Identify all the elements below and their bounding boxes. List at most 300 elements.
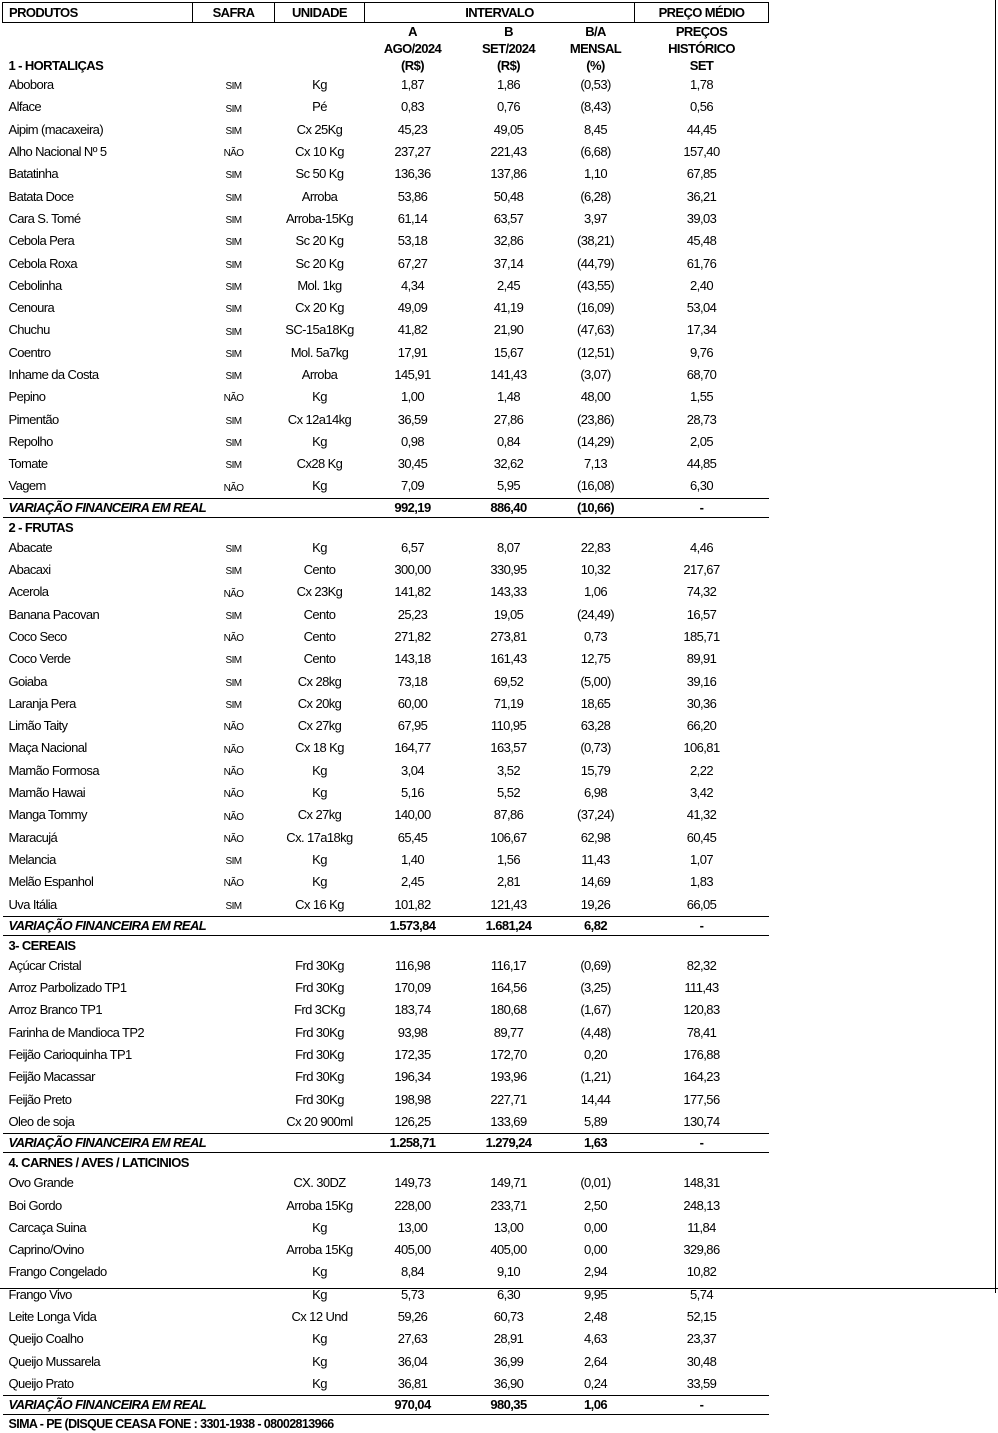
- price-a-cell: 41,82: [397, 322, 428, 338]
- price-b-cell: 50,48: [493, 188, 524, 204]
- safra-cell: [193, 999, 275, 1021]
- safra-cell: SIM: [225, 326, 242, 338]
- product-name-cell: Tomate: [8, 456, 48, 472]
- price-b-cell: 227,71: [490, 1091, 527, 1107]
- historical-price-cell: 45,48: [686, 233, 717, 249]
- variation-ba-cell: 0,20: [584, 1047, 607, 1063]
- price-table: [2, 2, 769, 1433]
- total-label: VARIAÇÃO FINANCEIRA EM REAL: [3, 916, 365, 935]
- unidade-cell: Cx 27kg: [297, 718, 342, 734]
- product-name-cell: Chuchu: [8, 322, 50, 338]
- product-name-cell: Limão Taity: [8, 718, 68, 734]
- historical-price-cell: 1,07: [690, 851, 713, 867]
- unidade-cell: Kg: [312, 1375, 327, 1391]
- safra-cell: [193, 1261, 275, 1283]
- variation-ba-cell: 3,97: [584, 210, 607, 226]
- total-label: VARIAÇÃO FINANCEIRA EM REAL: [3, 498, 365, 517]
- unidade-cell: Mol. 1kg: [297, 277, 342, 293]
- total-ba: 1,63: [557, 1134, 635, 1153]
- unidade-cell: Cx28 Kg: [296, 456, 343, 472]
- table-row: [3, 74, 769, 96]
- safra-cell: SIM: [225, 415, 242, 427]
- safra-cell: NÃO: [223, 833, 244, 845]
- price-b-cell: 0,84: [497, 433, 520, 449]
- variation-ba-cell: 18,65: [580, 695, 611, 711]
- total-row: [3, 498, 769, 517]
- total-b: 886,40: [461, 498, 557, 517]
- historical-price-cell: 60,45: [686, 829, 717, 845]
- price-b-cell: 9,10: [497, 1264, 520, 1280]
- unidade-cell: Cx 20kg: [297, 695, 342, 711]
- unidade-cell: Cx 10 Kg: [295, 144, 344, 160]
- safra-cell: SIM: [225, 259, 242, 271]
- unidade-cell: Frd 30Kg: [295, 980, 344, 996]
- table-row: [3, 827, 769, 849]
- safra-cell: [193, 1284, 275, 1306]
- table-row: [3, 208, 769, 230]
- price-a-cell: 45,23: [397, 121, 428, 137]
- price-a-cell: 1,87: [401, 77, 424, 93]
- price-a-cell: 36,81: [397, 1375, 428, 1391]
- price-b-cell: 13,00: [493, 1219, 524, 1235]
- price-b-cell: 161,43: [490, 651, 527, 667]
- variation-ba-cell: 14,69: [580, 874, 611, 890]
- variation-ba-cell: 48,00: [580, 389, 611, 405]
- variation-ba-cell: 9,95: [584, 1286, 607, 1302]
- header-preco-medio: PREÇO MÉDIO: [635, 3, 769, 23]
- historical-price-cell: 130,74: [683, 1113, 720, 1129]
- variation-ba-cell: (0,73): [580, 740, 611, 756]
- safra-cell: SIM: [225, 281, 242, 293]
- product-name-cell: Laranja Pera: [8, 695, 76, 711]
- historical-price-cell: 2,22: [690, 762, 713, 778]
- table-row: [3, 119, 769, 141]
- table-row: [3, 297, 769, 319]
- total-a: 1.573,84: [365, 916, 461, 935]
- total-row: [3, 916, 769, 935]
- variation-ba-cell: (38,21): [577, 233, 614, 249]
- variation-ba-cell: 2,48: [584, 1308, 607, 1324]
- historical-price-cell: 44,85: [686, 456, 717, 472]
- table-row: [3, 1239, 769, 1261]
- table-row: [3, 319, 769, 341]
- total-label: VARIAÇÃO FINANCEIRA EM REAL: [3, 1396, 365, 1415]
- product-name-cell: Açúcar Cristal: [8, 957, 82, 973]
- historical-price-cell: 66,20: [686, 718, 717, 734]
- variation-ba-cell: (44,79): [577, 255, 614, 271]
- table-row: [3, 386, 769, 408]
- unidade-cell: Cx 12a14kg: [287, 411, 352, 427]
- historical-price-cell: 78,41: [686, 1024, 717, 1040]
- price-a-cell: 1,40: [401, 851, 424, 867]
- price-b-cell: 32,86: [493, 233, 524, 249]
- product-name-cell: Melancia: [8, 851, 56, 867]
- price-a-cell: 8,84: [401, 1264, 424, 1280]
- price-b-cell: 60,73: [493, 1308, 524, 1324]
- price-a-cell: 237,27: [394, 144, 431, 160]
- price-b-cell: 19,05: [493, 606, 524, 622]
- unidade-cell: Cx 20 900ml: [286, 1113, 353, 1129]
- unidade-cell: Kg: [312, 1286, 327, 1302]
- variation-ba-cell: (1,21): [580, 1069, 611, 1085]
- product-name-cell: Feijão Carioquinha TP1: [8, 1047, 132, 1063]
- safra-cell: [193, 1022, 275, 1044]
- product-name-cell: Melão Espanhol: [8, 874, 94, 890]
- safra-cell: [193, 1239, 275, 1261]
- table-row: [3, 1022, 769, 1044]
- unidade-cell: Sc 20 Kg: [295, 255, 344, 271]
- price-b-cell: 405,00: [490, 1242, 527, 1258]
- variation-ba-cell: (16,08): [577, 478, 614, 494]
- price-a-cell: 17,91: [397, 344, 428, 360]
- unidade-cell: Kg: [312, 77, 327, 93]
- safra-cell: SIM: [225, 215, 242, 227]
- price-a-cell: 271,82: [394, 628, 431, 644]
- subheader-hist-1: PREÇOS: [675, 24, 728, 39]
- historical-price-cell: 30,48: [686, 1353, 717, 1369]
- historical-price-cell: 157,40: [683, 144, 720, 160]
- safra-cell: NÃO: [223, 789, 244, 801]
- product-name-cell: Batata Doce: [8, 188, 74, 204]
- variation-ba-cell: 7,13: [584, 456, 607, 472]
- product-name-cell: Alho Nacional Nº 5: [8, 144, 107, 160]
- table-row: [3, 252, 769, 274]
- unidade-cell: Kg: [312, 433, 327, 449]
- table-row: [3, 1373, 769, 1396]
- table-row: [3, 1111, 769, 1134]
- unidade-cell: Arroba 15Kg: [286, 1197, 353, 1213]
- unidade-cell: Kg: [312, 1331, 327, 1347]
- historical-price-cell: 68,70: [686, 367, 717, 382]
- product-name-cell: Frango Congelado: [8, 1264, 107, 1280]
- historical-price-cell: 9,76: [690, 344, 713, 360]
- section-header-row: [3, 935, 769, 955]
- product-name-cell: Feijão Preto: [8, 1091, 72, 1107]
- variation-ba-cell: 1,06: [584, 584, 607, 600]
- unidade-cell: Arroba: [301, 188, 338, 204]
- product-name-cell: Manga Tommy: [8, 807, 87, 823]
- historical-price-cell: 89,91: [686, 651, 717, 667]
- product-name-cell: Cenoura: [8, 300, 55, 316]
- safra-cell: NÃO: [223, 588, 244, 600]
- subheader-a-unit: (R$): [401, 58, 424, 73]
- product-name-cell: Farinha de Mandioca TP2: [8, 1024, 145, 1040]
- price-b-cell: 137,86: [490, 166, 527, 182]
- product-name-cell: Frango Vivo: [8, 1286, 72, 1302]
- table-row: [3, 431, 769, 453]
- price-b-cell: 69,52: [493, 673, 524, 689]
- unidade-cell: CX. 30DZ: [293, 1175, 346, 1191]
- price-a-cell: 36,04: [397, 1353, 428, 1369]
- footer-row: [3, 1415, 769, 1433]
- section-title: 1 - HORTALIÇAS: [8, 58, 104, 73]
- safra-cell: SIM: [225, 348, 242, 360]
- price-b-cell: 106,67: [490, 829, 527, 845]
- safra-cell: SIM: [225, 81, 242, 93]
- historical-price-cell: 16,57: [686, 606, 717, 622]
- total-row: [3, 1396, 769, 1415]
- price-a-cell: 36,59: [397, 411, 428, 427]
- unidade-cell: Pé: [312, 99, 327, 115]
- price-a-cell: 0,83: [401, 99, 424, 115]
- product-name-cell: Boi Gordo: [8, 1197, 62, 1213]
- unidade-cell: Kg: [312, 1353, 327, 1369]
- unidade-cell: Cx 27kg: [297, 807, 342, 823]
- table-row: [3, 804, 769, 826]
- historical-price-cell: 177,56: [683, 1091, 720, 1107]
- product-name-cell: Carcaça Suina: [8, 1219, 86, 1235]
- unidade-cell: Cx 18 Kg: [295, 740, 344, 756]
- price-b-cell: 0,76: [497, 99, 520, 115]
- header-row: [3, 3, 769, 23]
- total-b: 1.681,24: [461, 916, 557, 935]
- product-name-cell: Mamão Formosa: [8, 762, 99, 778]
- unidade-cell: Arroba: [301, 367, 338, 382]
- unidade-cell: Cento: [303, 628, 336, 644]
- price-a-cell: 4,34: [401, 277, 424, 293]
- historical-price-cell: 53,04: [686, 300, 717, 316]
- total-b: 1.279,24: [461, 1134, 557, 1153]
- total-row: [3, 1134, 769, 1153]
- safra-cell: [193, 1111, 275, 1134]
- total-hist: -: [635, 916, 769, 935]
- total-a: 1.258,71: [365, 1134, 461, 1153]
- price-a-cell: 405,00: [394, 1242, 431, 1258]
- variation-ba-cell: 12,75: [580, 651, 611, 667]
- table-row: [3, 715, 769, 737]
- safra-cell: [193, 1194, 275, 1216]
- price-b-cell: 116,17: [490, 957, 527, 973]
- variation-ba-cell: (5,00): [580, 673, 611, 689]
- price-a-cell: 126,25: [394, 1113, 431, 1129]
- variation-ba-cell: 62,98: [580, 829, 611, 845]
- subheader-ba-period: MENSAL: [569, 41, 622, 56]
- variation-ba-cell: 2,64: [584, 1353, 607, 1369]
- unidade-cell: Kg: [312, 851, 327, 867]
- product-name-cell: Coco Seco: [8, 628, 67, 644]
- variation-ba-cell: (14,29): [577, 433, 614, 449]
- section-title: 2 - FRUTAS: [8, 519, 74, 535]
- table-row: [3, 782, 769, 804]
- safra-cell: [193, 1306, 275, 1328]
- table-row: [3, 1350, 769, 1372]
- product-name-cell: Feijão Macassar: [8, 1069, 95, 1085]
- table-row: [3, 1088, 769, 1110]
- product-name-cell: Alface: [8, 99, 42, 115]
- safra-cell: NÃO: [223, 722, 244, 734]
- price-a-cell: 73,18: [397, 673, 428, 689]
- safra-cell: NÃO: [223, 766, 244, 778]
- historical-price-cell: 0,56: [690, 99, 713, 115]
- price-b-cell: 71,19: [493, 695, 524, 711]
- safra-cell: [193, 1088, 275, 1110]
- unidade-cell: Cx 25Kg: [296, 121, 343, 137]
- variation-ba-cell: 15,79: [580, 762, 611, 778]
- safra-cell: [193, 1172, 275, 1194]
- product-name-cell: Aipim (macaxeira): [8, 121, 104, 137]
- price-b-cell: 273,81: [490, 628, 527, 644]
- historical-price-cell: 39,16: [686, 673, 717, 689]
- safra-cell: NÃO: [223, 811, 244, 823]
- table-row: [3, 581, 769, 603]
- subheader-hist-2: HISTÓRICO: [668, 41, 735, 56]
- table-row: [3, 537, 769, 559]
- variation-ba-cell: (3,25): [580, 980, 611, 996]
- variation-ba-cell: 1,10: [584, 166, 607, 182]
- price-a-cell: 30,45: [397, 456, 428, 472]
- variation-ba-cell: (0,01): [580, 1175, 611, 1191]
- header-unidade: UNIDADE: [275, 3, 365, 23]
- historical-price-cell: 33,59: [686, 1375, 717, 1391]
- unidade-cell: Cx 28kg: [297, 673, 342, 689]
- subheader-a-letter: A: [408, 24, 417, 39]
- price-a-cell: 53,86: [397, 188, 428, 204]
- section-header-row: [3, 1153, 769, 1173]
- variation-ba-cell: 0,00: [584, 1219, 607, 1235]
- safra-cell: NÃO: [223, 148, 244, 160]
- price-a-cell: 136,36: [394, 166, 431, 182]
- safra-cell: SIM: [225, 677, 242, 689]
- safra-cell: SIM: [225, 125, 242, 137]
- historical-price-cell: 120,83: [683, 1002, 720, 1018]
- price-b-cell: 141,43: [490, 367, 527, 382]
- table-row: [3, 737, 769, 759]
- historical-price-cell: 185,71: [683, 628, 720, 644]
- subheader-b-unit: (R$): [497, 58, 520, 73]
- product-name-cell: Banana Pacovan: [8, 606, 100, 622]
- price-b-cell: 330,95: [490, 562, 527, 578]
- table-row: [3, 559, 769, 581]
- price-b-cell: 3,52: [497, 762, 520, 778]
- price-b-cell: 1,86: [497, 77, 520, 93]
- table-row: [3, 626, 769, 648]
- price-b-cell: 49,05: [493, 121, 524, 137]
- price-b-cell: 2,45: [497, 277, 520, 293]
- table-row: [3, 408, 769, 430]
- safra-cell: SIM: [225, 192, 242, 204]
- price-b-cell: 233,71: [490, 1197, 527, 1213]
- total-a: 992,19: [365, 498, 461, 517]
- subheader-a-period: AGO/2024: [383, 41, 442, 56]
- variation-ba-cell: (16,09): [577, 300, 614, 316]
- variation-ba-cell: 8,45: [584, 121, 607, 137]
- price-b-cell: 15,67: [493, 344, 524, 360]
- historical-price-cell: 2,05: [690, 433, 713, 449]
- safra-cell: NÃO: [223, 482, 244, 494]
- variation-ba-cell: 19,26: [580, 896, 611, 912]
- historical-price-cell: 217,67: [683, 562, 720, 578]
- price-a-cell: 170,09: [394, 980, 431, 996]
- total-ba: (10,66): [557, 498, 635, 517]
- price-a-cell: 101,82: [394, 896, 431, 912]
- product-name-cell: Coentro: [8, 344, 51, 360]
- table-row: [3, 230, 769, 252]
- product-name-cell: Repolho: [8, 433, 53, 449]
- price-b-cell: 110,95: [490, 718, 527, 734]
- product-name-cell: Maça Nacional: [8, 740, 87, 756]
- historical-price-cell: 74,32: [686, 584, 717, 600]
- product-name-cell: Coco Verde: [8, 651, 71, 667]
- table-row: [3, 999, 769, 1021]
- table-row: [3, 185, 769, 207]
- historical-price-cell: 28,73: [686, 411, 717, 427]
- total-b: 980,35: [461, 1396, 557, 1415]
- price-b-cell: 193,96: [490, 1069, 527, 1085]
- product-name-cell: Mamão Hawai: [8, 785, 85, 801]
- subheader-row-2: [3, 40, 769, 57]
- product-name-cell: Queijo Mussarela: [8, 1353, 101, 1369]
- product-name-cell: Maracujá: [8, 829, 58, 845]
- price-a-cell: 300,00: [394, 562, 431, 578]
- unidade-cell: Kg: [312, 1219, 327, 1235]
- product-name-cell: Abobora: [8, 77, 54, 93]
- total-a: 970,04: [365, 1396, 461, 1415]
- historical-price-cell: 82,32: [686, 957, 717, 973]
- unidade-cell: Kg: [312, 874, 327, 890]
- product-name-cell: Cebola Pera: [8, 233, 75, 249]
- product-name-cell: Inhame da Costa: [8, 367, 99, 382]
- price-b-cell: 143,33: [490, 584, 527, 600]
- product-name-cell: Cebolinha: [8, 277, 62, 293]
- safra-cell: SIM: [225, 460, 242, 472]
- product-name-cell: Queijo Prato: [8, 1375, 74, 1391]
- price-a-cell: 49,09: [397, 300, 428, 316]
- price-b-cell: 172,70: [490, 1047, 527, 1063]
- product-name-cell: Caprino/Ovino: [8, 1242, 84, 1258]
- footer-contact: SIMA - PE (DISQUE CEASA FONE : 3301-1938 - 08002813966: [8, 1417, 334, 1432]
- safra-cell: [193, 1350, 275, 1372]
- price-a-cell: 0,98: [401, 433, 424, 449]
- variation-ba-cell: 6,98: [584, 785, 607, 801]
- price-a-cell: 60,00: [397, 695, 428, 711]
- table-row: [3, 163, 769, 185]
- price-a-cell: 67,95: [397, 718, 428, 734]
- historical-price-cell: 329,86: [683, 1242, 720, 1258]
- price-a-cell: 5,16: [401, 785, 424, 801]
- product-name-cell: Arroz Parbolizado TP1: [8, 980, 127, 996]
- price-a-cell: 198,98: [394, 1091, 431, 1107]
- product-name-cell: Ovo Grande: [8, 1175, 74, 1191]
- subheader-row-1: [3, 23, 769, 41]
- unidade-cell: Arroba 15Kg: [286, 1242, 353, 1258]
- price-b-cell: 87,86: [493, 807, 524, 823]
- historical-price-cell: 36,21: [686, 188, 717, 204]
- table-row: [3, 604, 769, 626]
- variation-ba-cell: 2,50: [584, 1197, 607, 1213]
- historical-price-cell: 3,42: [690, 785, 713, 801]
- safra-cell: SIM: [225, 170, 242, 182]
- variation-ba-cell: (23,86): [577, 411, 614, 427]
- historical-price-cell: 1,78: [690, 77, 713, 93]
- historical-price-cell: 248,13: [683, 1197, 720, 1213]
- historical-price-cell: 5,74: [690, 1286, 713, 1302]
- variation-ba-cell: 14,44: [580, 1091, 611, 1107]
- subheader-ba-unit: (%): [586, 58, 605, 73]
- page-border-right: [995, 0, 996, 1293]
- price-a-cell: 145,91: [394, 367, 431, 382]
- price-a-cell: 93,98: [397, 1024, 428, 1040]
- product-name-cell: Arroz Branco TP1: [8, 1002, 102, 1018]
- product-name-cell: Goiaba: [8, 673, 47, 689]
- table-row: [3, 453, 769, 475]
- price-b-cell: 5,52: [497, 785, 520, 801]
- unidade-cell: Sc 50 Kg: [295, 166, 344, 182]
- safra-cell: SIM: [225, 566, 242, 578]
- price-a-cell: 196,34: [394, 1069, 431, 1085]
- price-b-cell: 221,43: [490, 144, 527, 160]
- table-row: [3, 1328, 769, 1350]
- unidade-cell: Frd 30Kg: [295, 1091, 344, 1107]
